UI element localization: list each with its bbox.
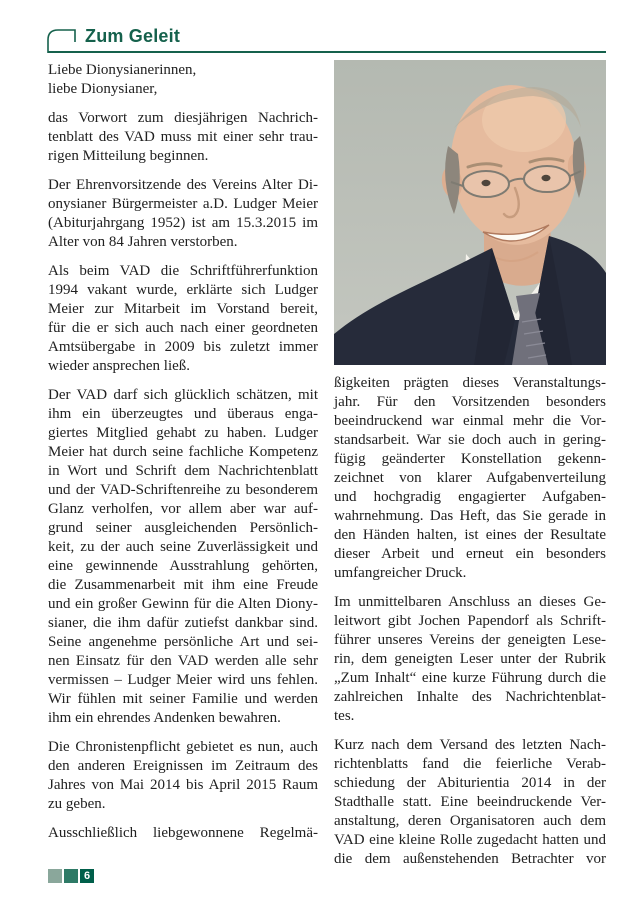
text-line: zu geben.: [48, 796, 106, 812]
text-line: führer unseres Vereins der geneigten Lese-: [334, 632, 606, 648]
header-rule: [48, 51, 606, 53]
text-line: eine gewinnende Ausstrahlung gehörten,: [48, 558, 318, 574]
text-line: das Vorwort zum diesjährigen Nachrich-: [48, 110, 318, 126]
header-tab-icon: [47, 28, 77, 53]
text-line: sianer, die ihm dafür zutiefst dankbar sind.: [48, 615, 318, 631]
text-line: 1994 vakant wurde, erklärte sich Ludger: [48, 282, 318, 298]
portrait-photo: [334, 60, 606, 365]
text-line: tes.: [334, 708, 355, 724]
text-line: Liebe Dionysianerinnen,: [48, 62, 197, 78]
paragraph: [48, 824, 318, 843]
text-line: die Zusammenarbeit mit ihm eine Freude: [48, 577, 318, 593]
text-line: Im unmittelbaren Anschluss an dieses Ge-: [334, 594, 606, 610]
paragraph: [48, 109, 318, 166]
text-line: in Wort und Schrift dem Nachrichtenblatt: [48, 463, 318, 479]
text-line: ßigkeiten prägten dieses Veranstaltungs-: [334, 375, 606, 391]
paragraph: [48, 262, 318, 376]
left-column: [48, 61, 318, 843]
text-line: anstaltung, deren Organisatoren auch dem: [334, 813, 606, 829]
text-line: wahrnehmung. Das Heft, das Sie gerade in: [334, 508, 606, 524]
text-line: Alter von 84 Jahren verstorben.: [48, 234, 238, 250]
text-line: giertes Mitglied gehabt zu haben. Ludger: [48, 425, 318, 441]
text-line: Amtsübergabe in 2009 bis zuletzt immer: [48, 339, 318, 355]
paragraph: [48, 386, 318, 728]
paragraph: [48, 61, 318, 99]
text-line: keit, zu der auch seine Zuverlässigkeit und: [48, 539, 318, 555]
text-line: ihm ein ehrendes Andenken bewahren.: [48, 710, 281, 726]
text-line: leitwort gibt Jochen Papendorf als Schrift-: [334, 613, 606, 629]
text-line: „Zum Inhalt“ eine kurze Führung durch die: [334, 670, 606, 686]
text-line: Stadthalle statt. Eine beeindruckende Ver-: [334, 794, 606, 810]
text-line: den anderen Ereignissen im Zeitraum des: [48, 758, 318, 774]
paragraph: [334, 374, 606, 583]
text-line: zahlreichen Inhalte des Nachrichtenblat-: [334, 689, 606, 705]
footer-square-mid: [64, 869, 78, 883]
text-line: Der Ehrenvorsitzende des Vereins Alter Di-: [48, 177, 318, 193]
text-line: Ausschließlich liebgewonnene Regelmä-: [48, 825, 318, 841]
text-line: schiedung der Abiturientia 2014 in der: [334, 775, 606, 791]
text-line: onysianer Bürgermeister a.D. Ludger Meier: [48, 196, 318, 212]
text-line: und ein großer Gewinn für die Alten Diony-: [48, 596, 318, 612]
text-line: Die Chronistenpflicht gebietet es nun, auch: [48, 739, 318, 755]
text-line: Seine angenehme persönliche Art und sei-: [48, 634, 318, 650]
text-line: Glanz verholfen, vor allem aber war auf-: [48, 501, 318, 517]
paragraph: [334, 593, 606, 726]
text-line: Jahres von Mai 2014 bis April 2015 Raum: [48, 777, 318, 793]
text-line: Kurz nach dem Versand des letzten Nach-: [334, 737, 606, 753]
text-line: (Abiturjahrgang 1952) ist am 15.3.2015 im: [48, 215, 318, 231]
paragraph: [48, 176, 318, 252]
text-line: Meier zur Mitarbeit im Vorstand bereit,: [48, 301, 318, 317]
text-line: ihm ein überzeugtes und überaus enga-: [48, 406, 318, 422]
page-title: Zum Geleit: [85, 26, 181, 46]
text-line: und hochgradig engagierter Aufgaben-: [334, 489, 606, 505]
text-line: und der VAD-Schriftenreihe zu besonderem: [48, 482, 318, 498]
text-line: dieser Arbeit und erneut ein besonders: [334, 546, 606, 562]
text-line: Meier hat durch seine fachliche Kompetenz: [48, 444, 318, 460]
text-line: beeindruckend war einmal mehr die Vor-: [334, 413, 606, 429]
footer-square-light: [48, 869, 62, 883]
text-line: tenblatt des VAD muss mit einer sehr trau-: [48, 129, 318, 145]
text-line: standsarbeit. War sie doch auch in gering-: [334, 432, 606, 448]
text-line: Als beim VAD die Schriftführerfunktion: [48, 263, 318, 279]
text-line: rin, dem geneigten Leser unter der Rubrik: [334, 651, 606, 667]
page-number-badge: [80, 869, 94, 883]
text-line: Der VAD darf sich glücklich schätzen, mit: [48, 387, 318, 403]
page-number: 6: [83, 870, 91, 882]
text-line: den Händen halten, ist eines der Resultate: [334, 527, 606, 543]
text-line: nen Einsatz für den VAD werden alle sehr: [48, 653, 318, 669]
text-line: rigen Mitteilung beginnen.: [48, 148, 209, 164]
right-column: [334, 374, 606, 869]
text-line: richtenblatts fand die feierliche Verab-: [334, 756, 606, 772]
text-line: wieder ansprechen ließ.: [48, 358, 191, 374]
text-line: fügig geänderter Konstellation gekenn-: [334, 451, 606, 467]
text-line: jahr. Für den Vorsitzenden besonders: [334, 394, 606, 410]
paragraph: [334, 736, 606, 869]
paragraph: [48, 738, 318, 814]
text-line: zeichnet von klarer Aufgabenverteilung: [334, 470, 606, 486]
text-line: für die er sich auch nach einer geordneten: [48, 320, 318, 336]
text-line: umfangreicher Druck.: [334, 565, 467, 581]
text-line: VAD eine kleine Rolle zugedacht hatten und: [334, 832, 606, 848]
text-line: die dem außenstehenden Betrachter vor: [334, 851, 606, 867]
text-line: vermissen – Ludger Meier wird uns fehlen.: [48, 672, 318, 688]
text-line: Wir fühlen mit seiner Familie und werden: [48, 691, 318, 707]
text-line: liebe Dionysianer,: [48, 81, 158, 97]
text-line: grund seiner ausgleichenden Persönlich-: [48, 520, 318, 536]
